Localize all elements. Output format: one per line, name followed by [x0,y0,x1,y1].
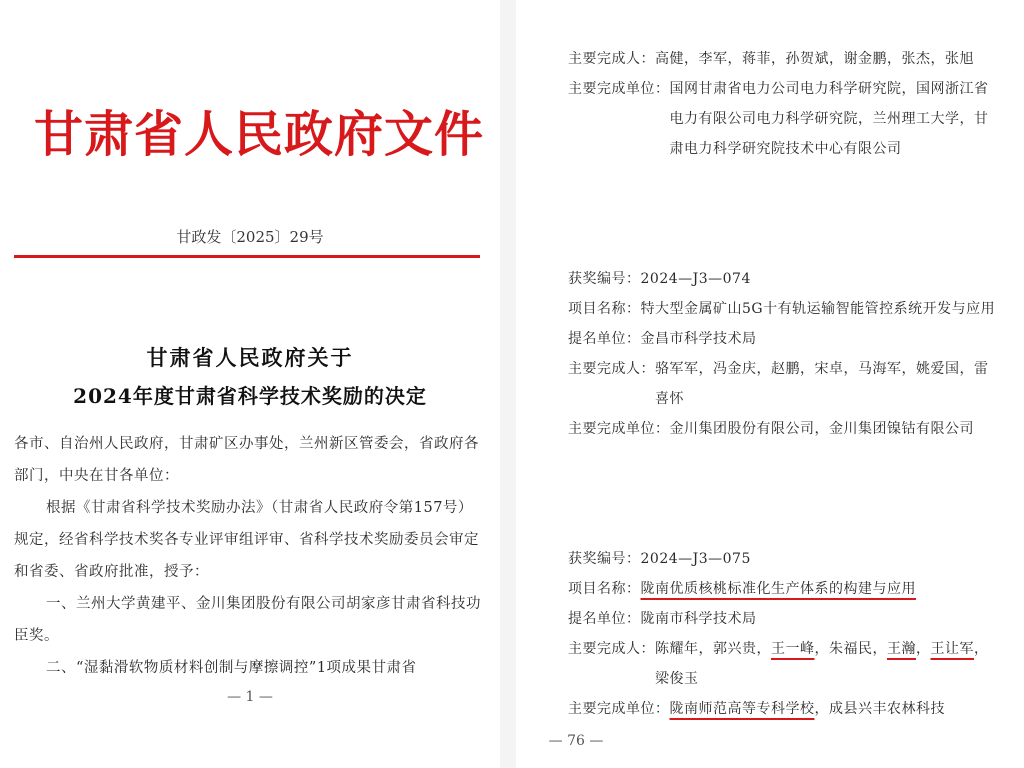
document-header-title: 甘肃省人民政府文件 [34,105,485,163]
highlighted-person: 王瀚 [887,641,916,657]
main-people-row: 主要完成人： 骆军军，冯金庆，赵鹏，宋卓，马海军，姚爱国，雷喜怀 [568,361,989,407]
item-two-text: 二、“湿黏滑软物质材料创制与摩擦调控”1项成果甘肃省 [46,660,417,676]
nominator-row: 提名单位： 陇南市科学技术局 [568,611,757,627]
page-gap [500,0,516,768]
project-name-row: 项目名称： 陇南优质核桃标准化生产体系的构建与应用 [568,574,998,604]
decision-heading-line1: 甘肃省人民政府关于 [146,345,354,370]
main-units-row: 主要完成单位： 金川集团股份有限公司，金川集团镍钴有限公司 [568,421,974,437]
recipients-paragraph: 各市、自治州人民政府，甘肃矿区办事处，兰州新区管委会，省政府各部门，中央在甘各单位： [14,436,479,484]
project-name-row: 项目名称： 特大型金属矿山5G十有轨运输智能管控系统开发与应用 [568,301,996,317]
main-people-row: 主要完成人： 陈耀年，郭兴贵，王一峰，朱福民，王瀚，王让军，梁俊玉 [568,641,989,687]
decision-heading-line2: 2024年度甘肃省科学技术奖励的决定 [73,384,427,408]
highlighted-person: 王一峰 [771,641,815,657]
nominator-row: 提名单位： 金昌市科学技术局 [568,331,757,347]
award-entry-074 [568,264,998,444]
right-page-number: — 76 — [548,733,604,749]
award-entry-continued [568,44,998,164]
award-number-row: 获奖编号： 2024—J3—075 [568,551,751,567]
award-entry-075 [568,544,998,724]
highlighted-unit: 陇南师范高等专科学校 [669,701,815,717]
award-number-row: 获奖编号： 2024—J3—074 [568,271,751,287]
document-number: 甘政发〔2025〕29号 [176,228,324,246]
basis-text: 根据《甘肃省科学技术奖励办法》（甘肃省人民政府令第157号）规定，经省科学技术奖各专业评审组评审、省科学技术奖励委员会审定和省委、省政府批准，授予： [14,500,479,580]
project-name-underlined: 陇南优质核桃标准化生产体系的构建与应用 [640,581,916,597]
item-two-paragraph [14,652,484,684]
left-page-number: — 1 — [227,689,273,705]
left-document-page [0,0,500,768]
highlighted-person: 王让军 [930,641,974,657]
red-divider-line [14,255,480,258]
item-one-text: 一、兰州大学黄建平、金川集团股份有限公司胡家彦甘肃省科技功臣奖。 [14,596,481,644]
entry-units-row: 主要完成单位： 国网甘肃省电力公司电力科学研究院，国网浙江省电力有限公司电力科学研究院，兰州理工大学，甘肃电力科学研究院技术中心有限公司 [568,81,989,157]
item-one-paragraph [14,588,484,652]
entry-people-row: 主要完成人： 高健，李军，蒋菲，孙贺斌，谢金鹏，张杰，张旭 [568,51,974,67]
basis-paragraph [14,492,484,588]
main-units-row: 主要完成单位： 陇南师范高等专科学校，成县兴丰农林科技 [568,701,945,717]
